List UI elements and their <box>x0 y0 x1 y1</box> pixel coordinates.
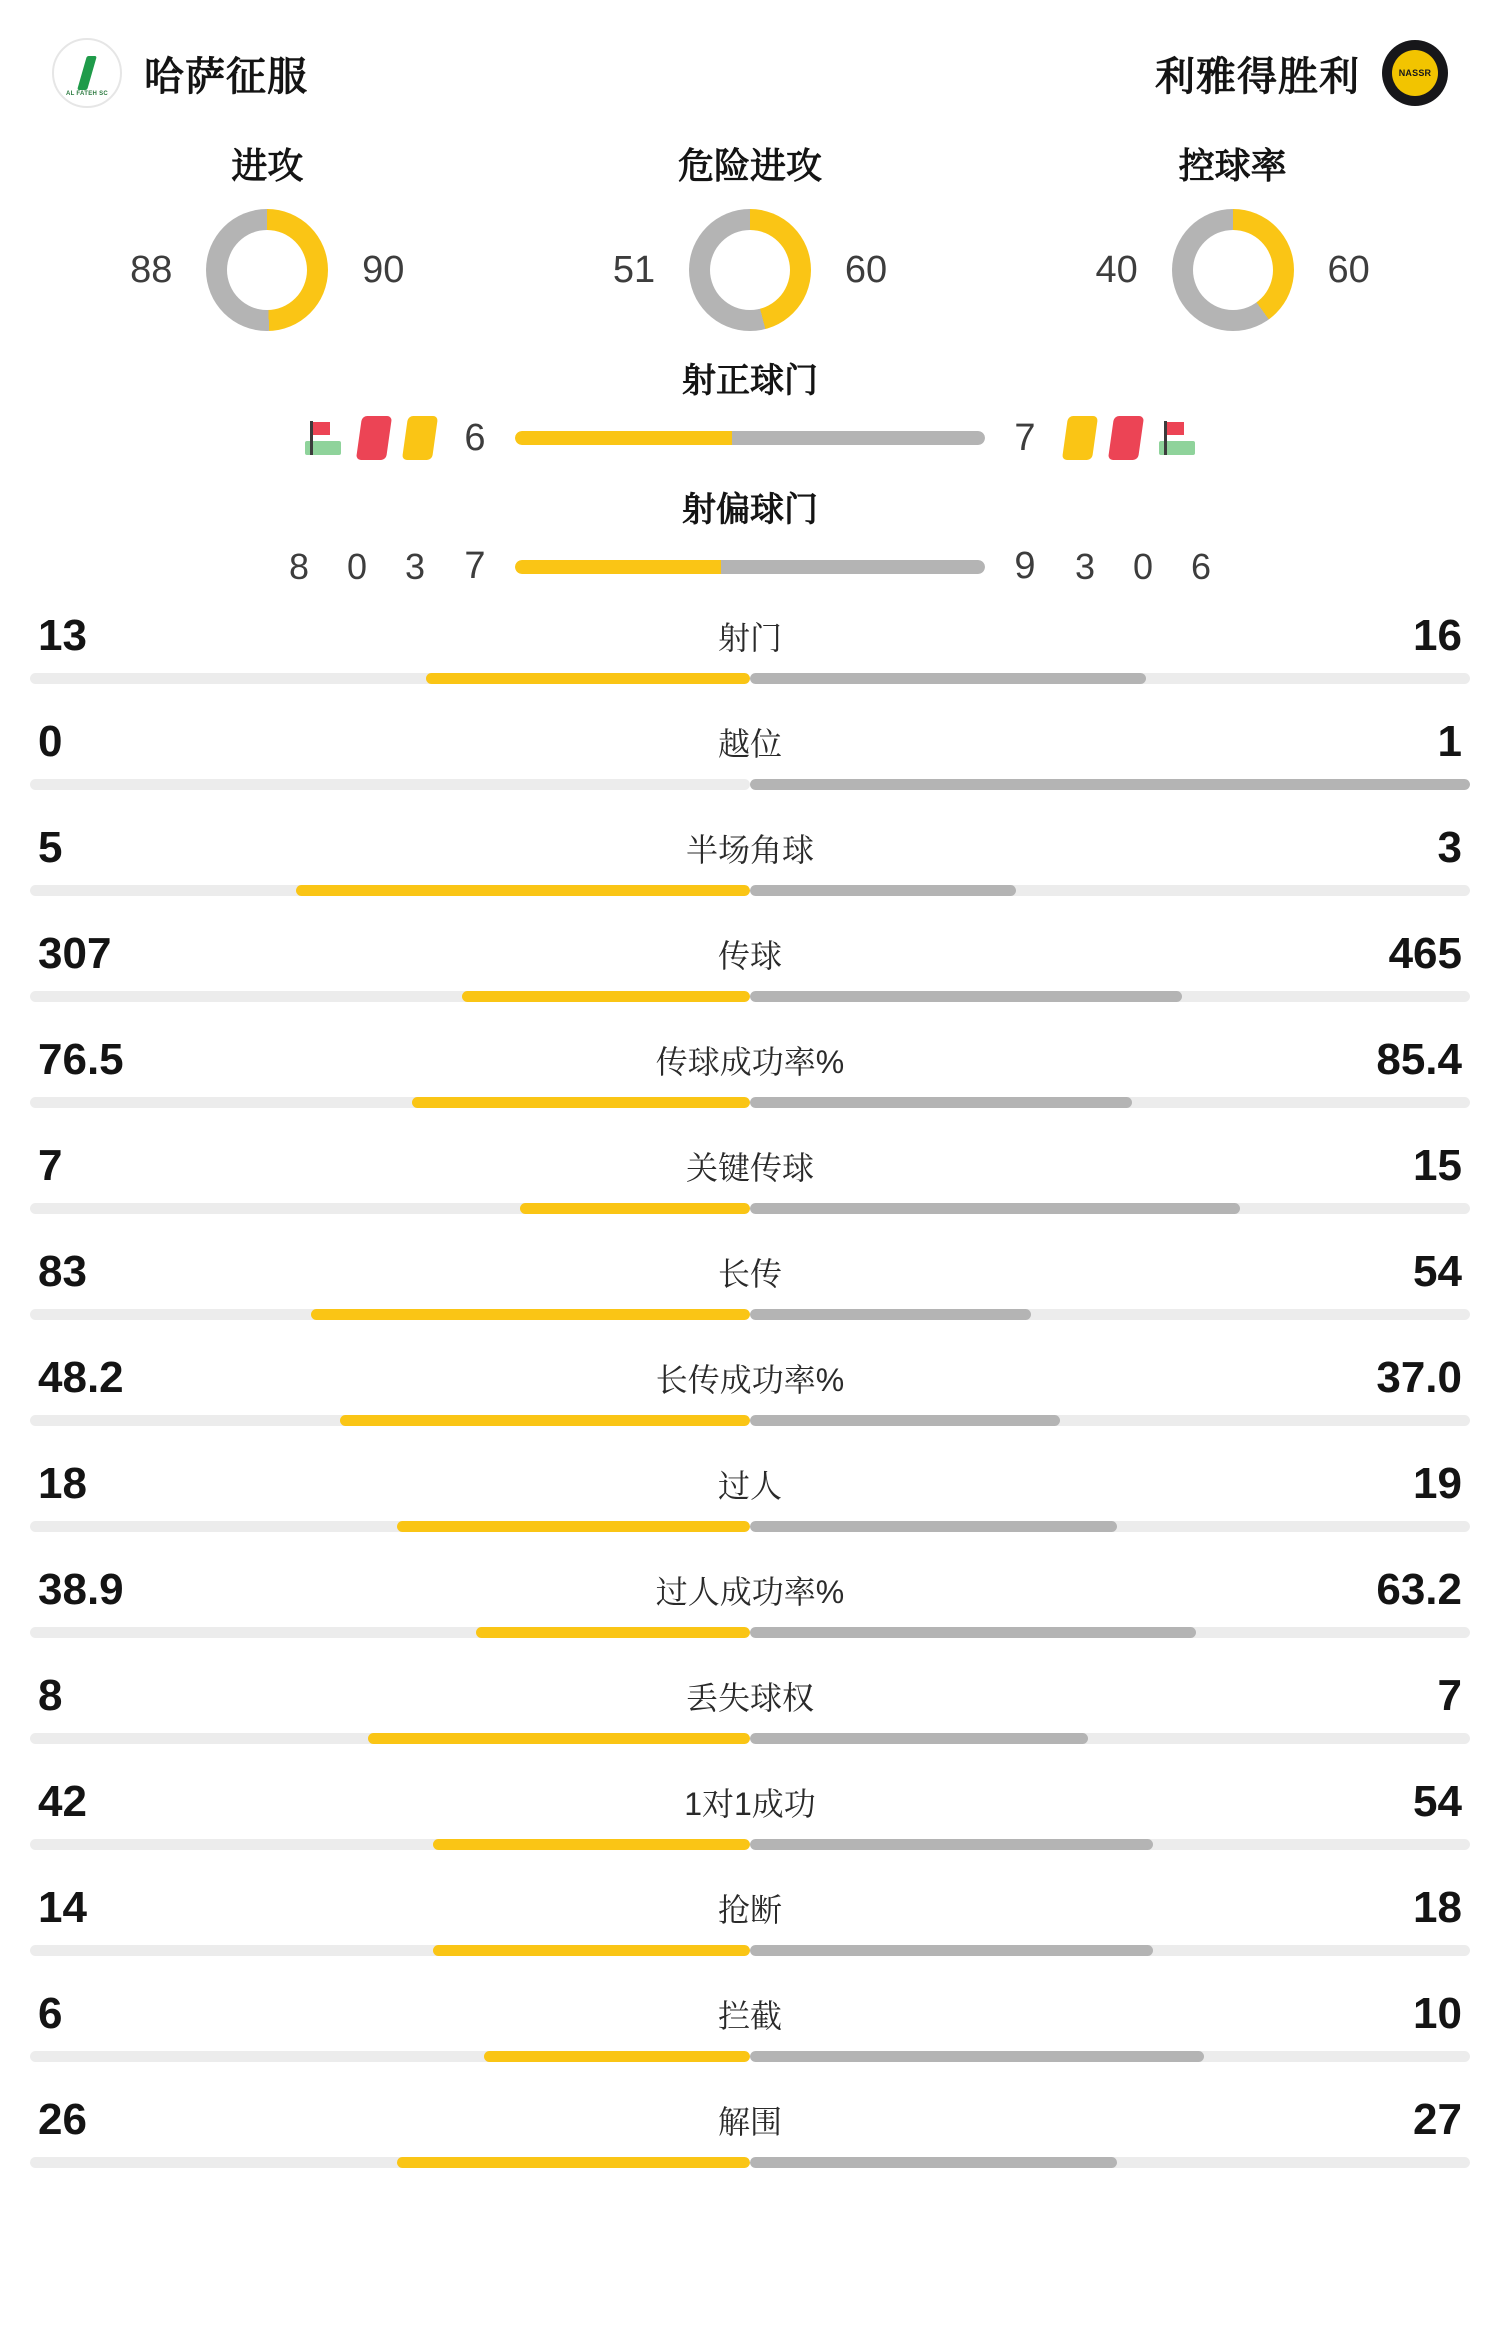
shots-off-target-home: 7 <box>464 545 486 587</box>
al-nassr-crest-icon <box>1382 40 1448 106</box>
shots-off-target-block <box>0 466 1500 594</box>
red-card-icon <box>1108 416 1144 460</box>
shots-on-target-home: 6 <box>464 416 486 459</box>
stat-label: 抢断 <box>717 1892 782 1928</box>
stat-bar-home <box>30 1203 750 1214</box>
stat-home-value: 14 <box>38 1883 87 1932</box>
stat-away-value: 85.4 <box>1376 1035 1462 1084</box>
stat-home-value: 76.5 <box>38 1035 124 1084</box>
donut-stats-row <box>0 128 1500 337</box>
stat-bar-home <box>30 2157 750 2168</box>
stat-home-value: 6 <box>38 1989 63 2038</box>
donut-away-value-2: 60 <box>1327 248 1370 291</box>
stat-bar-away <box>750 2051 1470 2062</box>
stat-row <box>30 922 1470 1028</box>
stat-home-value: 7 <box>38 1141 63 1190</box>
stat-bar-pair <box>30 2152 1470 2172</box>
donut-away-value-0: 90 <box>362 248 405 291</box>
stat-bar-pair <box>30 1304 1470 1324</box>
stat-label: 1对1成功 <box>684 1786 816 1822</box>
donut-title-2: 控球率 <box>1178 145 1287 186</box>
stat-bar-pair <box>30 2046 1470 2066</box>
stat-bar-away <box>750 991 1470 1002</box>
stat-bar-pair <box>30 1198 1470 1218</box>
stat-bar-pair <box>30 1516 1470 1536</box>
stat-row <box>30 710 1470 816</box>
stat-row <box>30 1134 1470 1240</box>
stat-bar-pair <box>30 880 1470 900</box>
stat-label: 传球 <box>717 938 782 974</box>
stat-row <box>30 1558 1470 1664</box>
stat-bar-home <box>30 1945 750 1956</box>
donut-block-dangerous-attacks <box>511 138 989 331</box>
stat-bar-home <box>30 1733 750 1744</box>
stat-bar-away <box>750 673 1470 684</box>
stat-bar-away <box>750 1309 1470 1320</box>
stat-home-value: 13 <box>38 611 87 660</box>
stat-label: 拦截 <box>717 1998 782 2034</box>
stat-away-value: 7 <box>1437 1671 1462 1720</box>
yellow-card-icon <box>402 416 438 460</box>
away-corner-count: 6 <box>1190 545 1212 587</box>
stat-home-value: 38.9 <box>38 1565 124 1614</box>
stat-bar-away <box>750 1627 1470 1638</box>
home-crest-sub: AL FATEH SC <box>65 91 109 97</box>
stat-away-value: 15 <box>1413 1141 1462 1190</box>
stat-home-value: 42 <box>38 1777 87 1826</box>
donut-chart-dangerous-attacks <box>689 209 811 331</box>
shots-off-target-bar <box>515 560 985 574</box>
shots-on-target-block <box>0 337 1500 466</box>
stat-bar-away <box>750 1733 1470 1744</box>
stat-row <box>30 1982 1470 2088</box>
stat-away-value: 27 <box>1413 2095 1462 2144</box>
stat-bar-pair <box>30 774 1470 794</box>
stat-bar-away <box>750 779 1470 790</box>
stat-home-value: 26 <box>38 2095 87 2144</box>
stat-row <box>30 1028 1470 1134</box>
stat-bar-home <box>30 991 750 1002</box>
stat-away-value: 10 <box>1413 1989 1462 2038</box>
stat-away-value: 63.2 <box>1376 1565 1462 1614</box>
away-crest-sub: NASSR <box>1392 50 1438 96</box>
shots-on-target-bar <box>515 431 985 445</box>
shots-off-target-label: 射偏球门 <box>682 491 818 529</box>
stat-label: 丢失球权 <box>685 1680 814 1716</box>
red-card-icon <box>356 416 392 460</box>
away-yellow-card-count: 3 <box>1074 545 1096 587</box>
stat-bar-home <box>30 1309 750 1320</box>
stat-label: 射门 <box>717 620 782 656</box>
stat-home-value: 18 <box>38 1459 87 1508</box>
shots-off-target-away: 9 <box>1014 545 1036 587</box>
away-discipline-icons <box>1065 416 1197 460</box>
shots-on-target-away: 7 <box>1014 416 1036 459</box>
stat-away-value: 54 <box>1413 1247 1462 1296</box>
stat-bar-away <box>750 2157 1470 2168</box>
home-corner-count: 8 <box>288 545 310 587</box>
stat-away-value: 19 <box>1413 1459 1462 1508</box>
stat-label: 半场角球 <box>685 832 814 868</box>
stat-away-value: 18 <box>1413 1883 1462 1932</box>
corner-flag-icon <box>1157 418 1197 458</box>
stat-bar-pair <box>30 986 1470 1006</box>
stat-bar-away <box>750 1415 1470 1426</box>
stat-row <box>30 1240 1470 1346</box>
stat-bar-pair <box>30 1728 1470 1748</box>
stat-row <box>30 1770 1470 1876</box>
stat-bar-pair <box>30 1940 1470 1960</box>
donut-title-1: 危险进攻 <box>677 145 822 186</box>
stat-row <box>30 1664 1470 1770</box>
stat-bar-home <box>30 885 750 896</box>
stat-bar-pair <box>30 668 1470 688</box>
donut-home-value-0: 88 <box>130 248 173 291</box>
stat-bar-home <box>30 2051 750 2062</box>
stat-row <box>30 2088 1470 2194</box>
stat-bar-pair <box>30 1092 1470 1112</box>
stat-row <box>30 1876 1470 1982</box>
home-red-card-count: 0 <box>346 545 368 587</box>
stat-bar-home <box>30 1627 750 1638</box>
stat-bar-away <box>750 1839 1470 1850</box>
stat-label: 长传 <box>717 1256 782 1292</box>
home-team <box>52 38 308 108</box>
stat-label: 长传成功率% <box>655 1362 845 1398</box>
stat-bar-pair <box>30 1622 1470 1642</box>
stat-home-value: 0 <box>38 717 63 766</box>
stat-row <box>30 604 1470 710</box>
stat-bar-pair <box>30 1834 1470 1854</box>
stat-home-value: 83 <box>38 1247 87 1296</box>
stat-bar-home <box>30 1415 750 1426</box>
stat-home-value: 307 <box>38 929 112 978</box>
stat-label: 过人成功率% <box>655 1574 845 1610</box>
home-yellow-card-count: 3 <box>404 545 426 587</box>
shots-on-target-label: 射正球门 <box>682 362 818 400</box>
stat-label: 解围 <box>717 2104 782 2140</box>
stat-home-value: 8 <box>38 1671 63 1720</box>
stat-bar-away <box>750 1203 1470 1214</box>
stat-label: 传球成功率% <box>655 1044 845 1080</box>
stat-label: 过人 <box>717 1468 782 1504</box>
home-discipline-icons <box>303 416 435 460</box>
donut-home-value-1: 51 <box>612 248 656 291</box>
stat-home-value: 5 <box>38 823 63 872</box>
stat-bar-home <box>30 673 750 684</box>
stat-away-value: 37.0 <box>1376 1353 1462 1402</box>
stat-bar-home <box>30 779 750 790</box>
donut-chart-possession <box>1172 209 1294 331</box>
stat-row <box>30 1452 1470 1558</box>
stat-row <box>30 816 1470 922</box>
stat-bar-home <box>30 1839 750 1850</box>
stat-bar-home <box>30 1521 750 1532</box>
stat-label: 关键传球 <box>685 1150 814 1186</box>
away-red-card-count: 0 <box>1132 545 1154 587</box>
stat-away-value: 465 <box>1388 929 1462 978</box>
away-team <box>1155 40 1448 106</box>
away-team-name: 利雅得胜利 <box>1155 54 1360 99</box>
donut-block-possession <box>994 138 1472 331</box>
stat-away-value: 16 <box>1413 611 1462 660</box>
stat-bar-away <box>750 1521 1470 1532</box>
stat-away-value: 3 <box>1437 823 1462 872</box>
donut-home-value-2: 40 <box>1095 248 1138 291</box>
home-team-name: 哈萨征服 <box>144 54 308 99</box>
donut-title-0: 进攻 <box>231 145 304 186</box>
stat-bar-away <box>750 1097 1470 1108</box>
stat-away-value: 1 <box>1437 717 1462 766</box>
stat-bar-pair <box>30 1410 1470 1430</box>
stats-list <box>0 594 1500 2194</box>
stat-away-value: 54 <box>1413 1777 1462 1826</box>
stat-bar-home <box>30 1097 750 1108</box>
yellow-card-icon <box>1062 416 1098 460</box>
match-header <box>0 0 1500 128</box>
stat-label: 越位 <box>717 726 782 762</box>
donut-away-value-1: 60 <box>844 248 888 291</box>
corner-flag-icon <box>303 418 343 458</box>
donut-chart-attacks <box>206 209 328 331</box>
donut-block-attacks <box>28 138 506 331</box>
stat-home-value: 48.2 <box>38 1353 124 1402</box>
stat-bar-away <box>750 885 1470 896</box>
al-fateh-crest-icon <box>52 38 122 108</box>
stat-row <box>30 1346 1470 1452</box>
stat-bar-away <box>750 1945 1470 1956</box>
